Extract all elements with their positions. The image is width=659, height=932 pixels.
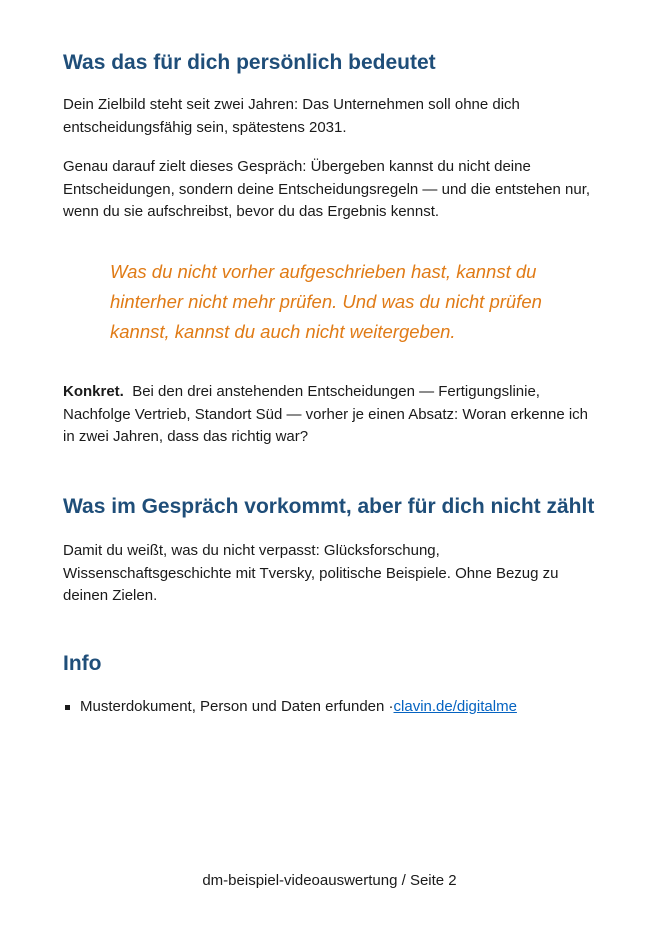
heading-personal-meaning: Was das für dich persönlich bedeutet xyxy=(63,51,436,74)
konkret-text: Bei den drei anstehenden Entscheidungen — Fertigungslinie, Nachfolge Vertrieb, Standort Süd — vorher je einen Absatz: Woran erkenne ich in zwei Jahren, dass das richtig war? xyxy=(63,383,589,445)
paragraph-goal: Dein Zielbild steht seit zwei Jahren: Das Unternehmen soll ohne dich entscheidungsfähig sein, spätestens 2031. xyxy=(63,96,520,136)
paragraph-not-missed: Damit du weißt, was du nicht verpasst: Glücksforschung, Wissenschaftsgeschichte mit Tversky, politische Beispiele. Ohne Bezug zu deinen Zielen. xyxy=(63,542,559,604)
info-link[interactable]: clavin.de/digitalme xyxy=(393,698,517,715)
info-list xyxy=(63,696,517,718)
page-footer: dm-beispiel-videoauswertung / Seite 2 xyxy=(202,872,457,889)
heading-not-relevant: Was im Gespräch vorkommt, aber für dich nicht zählt xyxy=(63,495,595,518)
square-bullet-icon xyxy=(65,705,70,710)
konkret-label: Konkret. xyxy=(63,383,124,400)
paragraph-konkret xyxy=(63,381,603,449)
paragraph-conversation-aim: Genau darauf zielt dieses Gespräch: Übergeben kannst du nicht deine Entscheidungen, sondern deine Entscheidungsregeln — und die entstehen nur, wenn du sie aufschreibst, bevor du das Ergebnis kennst. xyxy=(63,158,591,220)
heading-info: Info xyxy=(63,652,102,675)
pull-quote: Was du nicht vorher aufgeschrieben hast, kannst du hinterher nicht mehr prüfen. Und was du nicht prüfen kannst, kannst du auch nicht weitergeben. xyxy=(110,261,542,342)
list-item xyxy=(63,696,517,718)
info-item-text: Musterdokument, Person und Daten erfunden · xyxy=(80,698,394,715)
